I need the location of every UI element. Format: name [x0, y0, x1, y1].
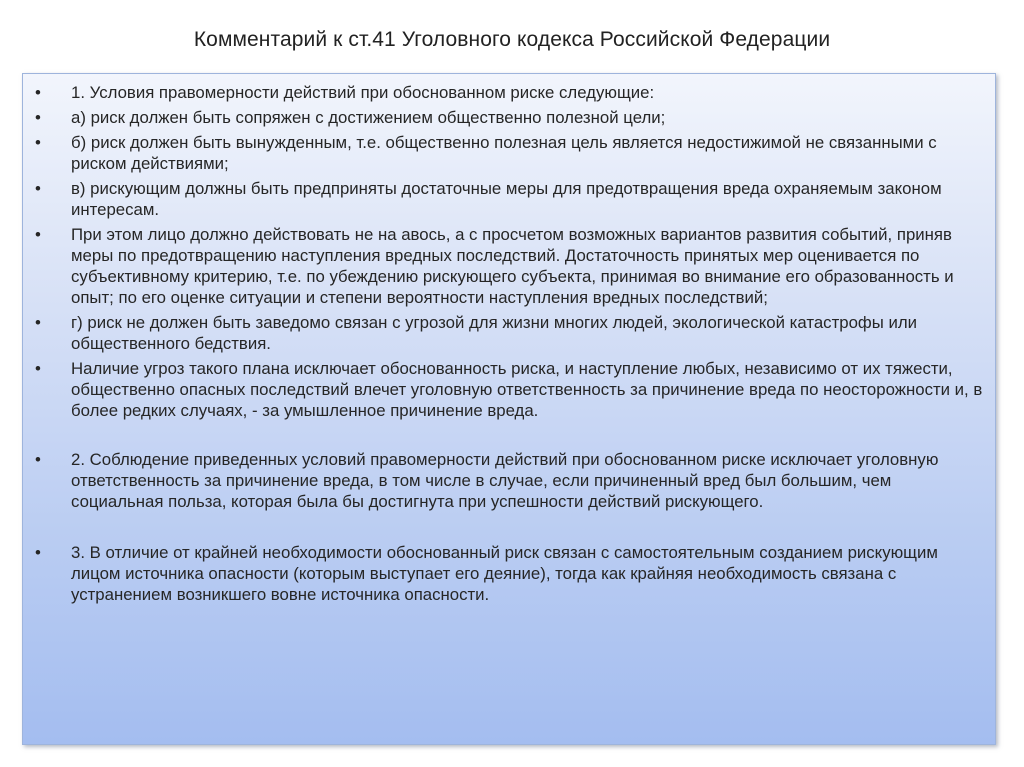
- slide-title: Комментарий к ст.41 Уголовного кодекса Российской Федерации: [193, 28, 831, 51]
- list-item: [35, 107, 985, 128]
- bullet-icon: •: [35, 359, 41, 378]
- bullet-icon: •: [35, 450, 41, 469]
- list-item: [35, 178, 985, 220]
- bullet-icon: •: [35, 313, 41, 332]
- bullet-icon: •: [35, 179, 41, 198]
- list-item: [35, 449, 985, 512]
- bullet-icon: •: [35, 133, 41, 152]
- list-item-text: 1. Условия правомерности действий при обоснованном риске следующие:: [71, 83, 655, 102]
- list-item: [35, 542, 985, 605]
- list-item: [35, 224, 985, 308]
- content-panel: [22, 73, 996, 745]
- list-item-text: 3. В отличие от крайней необходимости обоснованный риск связан с самостоятельным созданием рискующим лицом источника опасности (которым выступает его деяние), тогда как крайняя необходимость связана с устранением возникшего вовне источника опасности.: [71, 543, 938, 604]
- bullet-icon: •: [35, 108, 41, 127]
- list-item-text: в) рискующим должны быть предприняты достаточные меры для предотвращения вреда охраняемым законом интересам.: [71, 179, 942, 219]
- bullet-icon: •: [35, 543, 41, 562]
- list-item-text: 2. Соблюдение приведенных условий правомерности действий при обоснованном риске исключает уголовную ответственность за причинение вреда, в том числе в случае, если причиненный вред был большим, чем социальная польза, которая была бы достигнута при успешности действий рискующего.: [71, 450, 939, 511]
- list-item-text: б) риск должен быть вынужденным, т.е. общественно полезная цель является недостижимой не связанными с риском действиями;: [71, 133, 937, 173]
- list-item-text: а) риск должен быть сопряжен с достижением общественно полезной цели;: [71, 108, 666, 127]
- list-item: [35, 132, 985, 174]
- list-item: [35, 82, 985, 103]
- list-item-text: Наличие угроз такого плана исключает обоснованность риска, и наступление любых, независимо от их тяжести, общественно опасных последствий влечет уголовную ответственность за причинение вреда по неосторожности и, в более редких случаях, - за умышленное причинение вреда.: [71, 359, 983, 420]
- list-item-text: При этом лицо должно действовать не на авось, а с просчетом возможных вариантов развития событий, приняв меры по предотвращению наступления вредных последствий. Достаточность принятых мер оценивается по субъективному критерию, т.е. по убеждению рискующего субъекта, принимая во внимание его образованность и опыт; по его оценке ситуации и степени вероятности наступления вредных последствий;: [71, 225, 954, 307]
- list-item: [35, 312, 985, 354]
- list-item: [35, 358, 985, 421]
- bullet-icon: •: [35, 225, 41, 244]
- list-item-text: г) риск не должен быть заведомо связан с угрозой для жизни многих людей, экологической катастрофы или общественного бедствия.: [71, 313, 917, 353]
- bullet-list: [35, 82, 985, 609]
- bullet-icon: •: [35, 83, 41, 102]
